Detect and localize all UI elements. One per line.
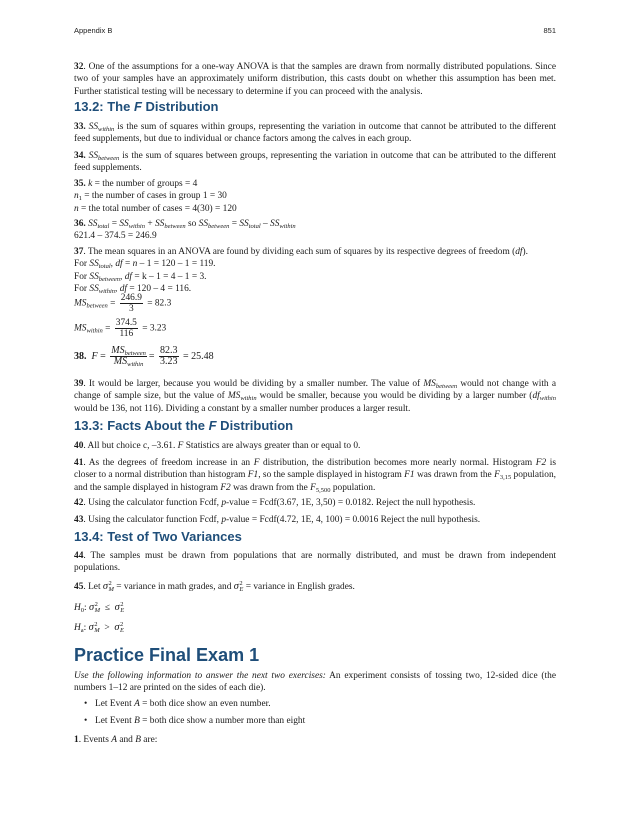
running-header-left: Appendix B (74, 26, 113, 35)
question-1: 1. Events A and B are: (74, 735, 158, 745)
answer-33: 33. $SS_{within}$ is the sum of squares within groups, representing the variation in outcome that cannot be attributed to the different feed supplements, but due to individual or chance factors among the calves in each group. (74, 122, 557, 145)
ms-within-equation: $MS_{within}$ = $\frac{374.5}{116}$ = 3.23 (74, 318, 167, 339)
alternative-hypothesis: $H_a$: σ 2 M > σ 2 E (74, 621, 124, 635)
answer-44: 44. The samples must be drawn from populations that are normally distributed, and must be drawn from independent populations. (74, 551, 556, 574)
section-heading-13-3: 13.3: Facts About the F Distribution (74, 418, 294, 433)
answer-32 (74, 61, 556, 98)
answer-40: 40. All but choice c, –3.61. F Statistics are always greater than or equal to 0. (74, 441, 361, 451)
page-number: 851 (543, 26, 556, 35)
null-hypothesis: $H_0$: σ 2 M ≤ σ 2 E (74, 601, 125, 615)
section-heading-13-2: 13.2: The F Distribution (74, 99, 219, 114)
section-heading-13-4: 13.4: Test of Two Variances (74, 529, 242, 544)
ms-between-equation: $MS_{between}$ = $\frac{246.9}{3}$ = 82.3 (74, 293, 172, 314)
answer-text: . One of the assumptions for a one-way ANOVA is that the samples are drawn from normally distributed populations. Since two of your samples have an approximately uniform distribution, this casts doubt on whether this assumption has been met. Further statistical testing will be necessary to determine if you can proceed with the analysis. (74, 62, 556, 97)
chapter-heading: Practice Final Exam 1 (74, 645, 260, 665)
answer-43: 43. Using the calculator function Fcdf, p-value = Fcdf(4.72, 1E, 4, 100) = 0.0016 Reject the null hypothesis. (74, 515, 481, 525)
answer-36: 36. $SS_{total} = SS_{within} + SS_{between}$ so $SS_{between} = SS_{total} - SS_{within}$ 621.4 – 374.5 = 246.9 (74, 219, 296, 242)
bullet-event-a: • Let Event A = both dice show an even number. (84, 699, 271, 709)
answer-37: 37. The mean squares in an ANOVA are found by dividing each sum of squares by its respective degrees of freedom (df). For $SS_{total}$, df = n – 1 = 120 – 1 = 119. For $SS_{between}$, df = k – 1 = 4 – 1 = 3. For $SS_{within}$, df = 120 – 4 = 116. (74, 247, 528, 295)
exercise-intro: Use the following information to answer the next two exercises: An experiment consists of tossing two, 12-sided dice (the numbers 1–12 are printed on the sides of each die). (74, 671, 556, 694)
answer-number: 32 (74, 62, 84, 72)
answer-34: 34. $SS_{between}$ is the sum of squares between groups, representing the variation in outcome that can be attributed to the different feed supplements. (74, 151, 557, 174)
answer-38: 38. F = $\frac{MS_{between}}{MS_{within}}$ = $\frac{82.3}{3.23}$ = 25.48 (74, 345, 214, 368)
answer-41: 41. As the degrees of freedom increase in an F distribution, the distribution becomes more nearly normal. Histogram F2 is closer to a normal distribution than histogram F1, so the sample displayed in histogram F1 was drawn from the $F_{3,15}$ population, and the sample displayed in histogram F2 was drawn from the $F_{5,500}$ population. (74, 458, 556, 494)
answer-42: 42. Using the calculator function Fcdf, p-value = Fcdf(3.67, 1E, 3,50) = 0.0182. Reject the null hypothesis. (74, 498, 476, 508)
bullet-event-b: • Let Event B = both dice show a number more than eight (84, 716, 306, 726)
answer-39: 39. It would be larger, because you would be dividing by a smaller number. The value of $MS_{between}$ would not change with a change of sample size, but the value of $MS_{within}$ would be smaller, because you would be dividing by a larger number ($df_{within}$ would be 136, not 116). Dividing a constant by a smaller number produces a larger result. (74, 379, 556, 414)
answer-45: 45. Let σ 2 M = variance in math grades, and σ 2 E = variance in English grades. (74, 580, 355, 593)
answer-35: 35. k = the number of groups = 4 $n_1$ = the number of cases in group 1 = 30 n = the total number of cases = 4(30) = 120 (74, 179, 237, 214)
